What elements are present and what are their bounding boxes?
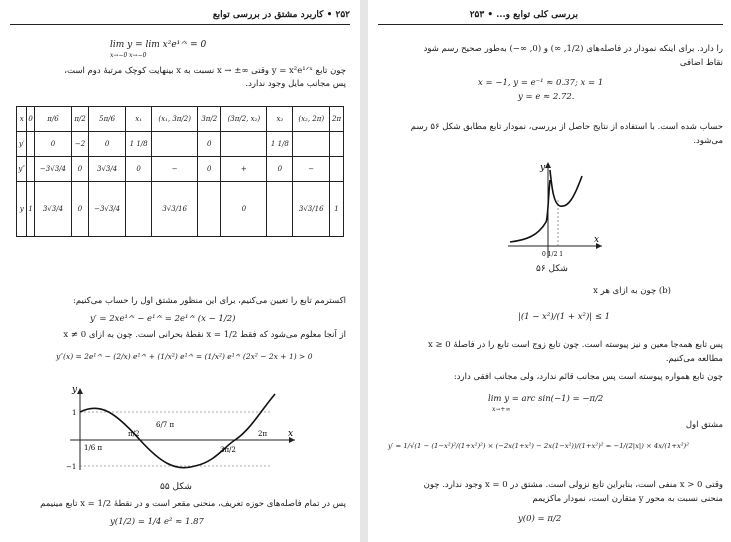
table-cell: 0 [34,132,71,157]
table-cell: − [152,157,198,182]
left-running-title: کاربرد مشتق در بررسی توابع [212,10,324,20]
table-cell [221,132,267,157]
equation-subscript: x→+∞ [492,406,511,413]
paragraph: منحنی نسبت به محور y متقارن است، نمودار ماکزیمم [532,494,723,504]
table-cell: −3√3/4 [34,157,71,182]
left-running-header: ۲۵۲ • کاربرد مشتق در بررسی توابع [212,10,350,20]
table-cell: 1 [330,182,344,237]
table-cell: 0 [221,182,267,237]
tick-label: π/2 [128,430,140,438]
equation: y = e ≈ 2.72. [518,92,575,102]
axis-label: x [594,235,600,245]
paragraph: اکسترمم تابع را تعیین می‌کنیم، برای این منظور مشتق اول را حساب می‌کنیم: [73,296,346,306]
right-running-header: بررسی کلی توابع و... • ۲۵۳ [469,10,578,20]
limit-subscript: x→−0 x→−0 [110,52,147,59]
figure-55-graph [60,382,300,472]
table-cell [126,182,152,237]
table-cell [27,157,35,182]
paragraph: چون تابع y = x²e¹ᐟˣ وقتی ∞± → x نسبت به x بینهایت کوچک مرتبهٔ دوم است، [64,66,346,76]
table-cell: y [17,182,27,237]
table-cell [293,132,330,157]
table-cell: π/6 [34,107,71,132]
table-cell: (x₂, 2π) [293,107,330,132]
table-cell: 3√3/4 [89,157,126,182]
paragraph: مطالعه می‌کنیم. [665,354,723,364]
figure-caption: شکل ۵۵ [160,482,192,492]
table-cell: −3√3/4 [89,182,126,237]
right-running-title: بررسی کلی توابع و... [496,10,578,20]
table-cell: 3√3/4 [34,182,71,237]
paragraph: از آنجا معلوم می‌شود که فقط x = 1/2 نقطهٔ بحرانی است. چون به ازای x ≠ 0 [63,330,346,340]
table-cell: 1 [27,182,35,237]
tick-label: 0 1/2 1 [542,251,564,258]
equation: x = −1, y = e⁻¹ ≈ 0.37; x = 1 [478,78,604,88]
table-cell: (x₁, 3π/2) [152,107,198,132]
tick-label: 3π/2 [220,446,236,454]
tick-label: −1 [66,463,77,471]
table-cell: 1 1/8 [267,132,293,157]
left-page [0,0,360,542]
table-cell [198,182,221,237]
table-cell: − [293,157,330,182]
right-page-number: ۲۵۳ [469,10,485,20]
equation: y(1/2) = 1/4 e² ≈ 1.87 [110,517,204,527]
tick-label: 2π [258,430,268,438]
equation: y″(x) = 2e¹ᐟˣ − (2/x) e¹ᐟˣ + (1/x²) e¹ᐟˣ = (1/x²) e¹ᐟˣ (2x² − 2x + 1) > 0 [56,352,313,361]
table-cell: y″ [17,157,27,182]
table-cell: x [17,107,27,132]
figure-caption: شکل ۵۶ [536,264,568,274]
table-cell: 1 1/8 [126,132,152,157]
table-cell: −2 [72,132,89,157]
paragraph: چون تابع همواره پیوسته است پس مجانب قائم ندارد، ولی مجانب افقی دارد: [453,372,723,382]
table-cell: 3π/2 [198,107,221,132]
paragraph: حساب شده است. با استفاده از نتایج حاصل از بررسی، نمودار تابع مطابق شکل ۵۶ رسم [410,122,723,132]
limit-formula: lim y = lim x²e¹ᐟˣ = 0 [110,40,207,50]
function-curve-right [550,170,582,206]
right-header-rule [378,24,723,25]
tick-label: 1 [72,409,77,417]
axis-label: y [540,163,546,173]
table-cell: 3√3/16 [293,182,330,237]
left-header-rule [10,24,350,25]
left-page-number: ۲۵۲ [335,10,350,20]
paragraph: پس مجانب مایل وجود ندارد. [245,79,346,89]
table-cell: 0 [126,157,152,182]
y-axis-arrow [77,388,83,394]
table-cell: 0 [72,157,89,182]
table-cell: (3π/2, x₂) [221,107,267,132]
paragraph: می‌شود. [693,136,723,146]
equation: |(1 − x²)/(1 + x²)| ≤ 1 [518,312,611,322]
table-cell [27,132,35,157]
table-cell: 0 [267,157,293,182]
equation: y′ = 1/√(1 − (1−x²)²/(1+x²)²) × (−2x(1+x²) − 2x(1−x²))/(1+x²)² = −1/(2|x|) × 4x/(1+x²)² [388,442,689,450]
y-axis-arrow [545,162,551,168]
axis-label: x [288,429,294,439]
equation: lim y = arc sin(−1) = −π/2 [488,394,604,404]
table-cell [152,132,198,157]
table-cell: 0 [198,157,221,182]
table-cell: 0 [27,107,35,132]
book-gutter [360,0,368,542]
table-row [17,132,344,157]
variation-table [16,106,344,237]
table-cell: x₁ [126,107,152,132]
table-row [17,157,344,182]
table-cell [330,157,344,182]
paragraph: را دارد. برای اینکه نمودار در فاصله‌های (1/2, ∞) و (0, ∞−) به‌طور صحیح رسم شود [423,44,723,54]
function-curve-left [510,180,550,242]
paragraph: (b) چون به ازای هر x [593,286,671,296]
table-cell: 5π/6 [89,107,126,132]
table-row [17,107,344,132]
figure-56-graph [506,160,606,260]
table-cell: x₂ [267,107,293,132]
table-cell: y′ [17,132,27,157]
table-cell [330,132,344,157]
table-cell: 0 [72,182,89,237]
table-cell [267,182,293,237]
table-cell: 3√3/16 [152,182,198,237]
table-cell: π/2 [72,107,89,132]
paragraph: مشتق اول [685,420,723,430]
paragraph: پس تابع همه‌جا معین و نیز پیوسته است. چون تابع زوج است تابع را در فاصلهٔ 0 ≤ x [427,340,723,350]
table-cell: 0 [89,132,126,157]
paragraph: نقاط اضافی [679,58,723,68]
axis-label: y [72,385,78,395]
function-curve [80,394,275,468]
paragraph: وقتی x > 0 منفی است، بنابراین تابع نزولی است. مشتق در x = 0 وجود ندارد. چون [423,480,723,490]
paragraph: پس در تمام فاصله‌های حوزه تعریف، منحنی مقعر است و در نقطهٔ x = 1/2 تابع مینیمم [40,499,346,509]
table-row [17,182,344,237]
table-cell: 2π [330,107,344,132]
tick-label: 6/7 π [156,421,175,429]
table-cell: + [221,157,267,182]
equation: y(0) = π/2 [518,514,562,524]
tick-label: 1/6 π [84,444,103,452]
right-page [368,0,731,542]
table-cell: 0 [198,132,221,157]
equation: y′ = 2xe¹ᐟˣ − e¹ᐟˣ = 2e¹ᐟˣ (x − 1/2) [90,314,236,324]
